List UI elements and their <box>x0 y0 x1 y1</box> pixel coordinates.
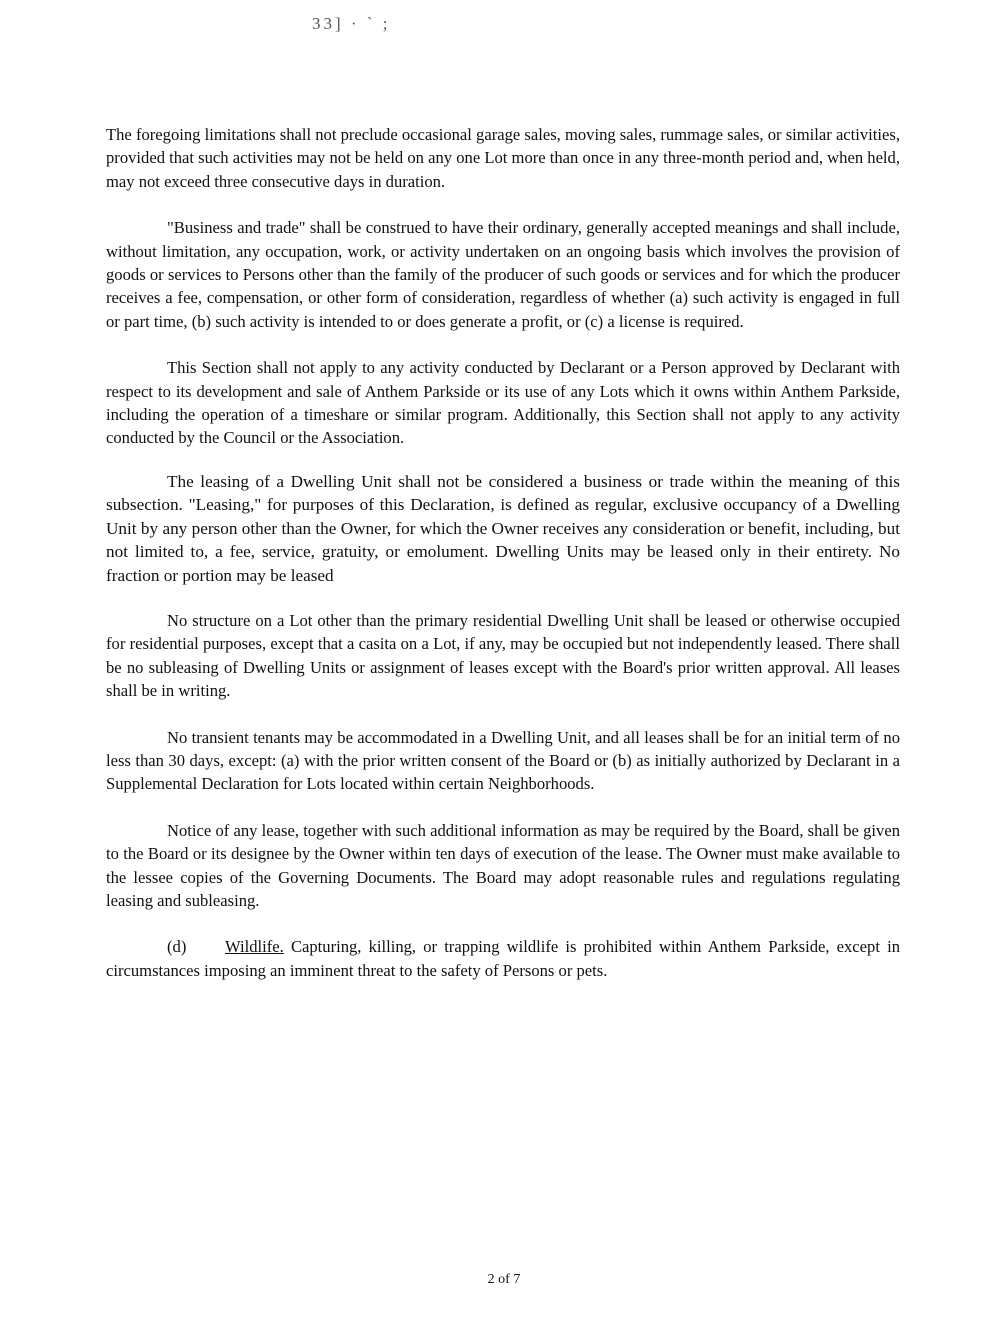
section-d-title: Wildlife. <box>225 937 284 957</box>
section-d-text: Capturing, killing, or trapping wildlife is prohibited within Anthem Parkside, except in circumstances imposing an imminent threat to the safety of Persons or pets. <box>106 937 900 980</box>
header-stamp: 33] · ` ; <box>312 14 391 33</box>
page-number: 2 of 7 <box>487 1272 521 1287</box>
paragraph-garage-sales: The foregoing limitations shall not preclude occasional garage sales, moving sales, rummage sales, or similar activities, provided that such activities may not be held on any one Lot more than once in any three-month period and, when held, may not exceed three consecutive days in duration. <box>106 125 900 191</box>
section-d-number: (d) <box>167 937 187 957</box>
paragraph-structure-leasing: No structure on a Lot other than the primary residential Dwelling Unit shall be leased or otherwise occupied for residential purposes, except that a casita on a Lot, if any, may be occupied but not independently leased. There shall be no subleasing of Dwelling Units or assignment of leases except with the Board's prior written approval. All leases shall be in writing. <box>106 610 900 701</box>
section-d-wildlife <box>106 935 900 982</box>
paragraph-business-and-trade: "Business and trade" shall be construed to have their ordinary, generally accepted meanings and shall include, without limitation, any occupation, work, or activity undertaken on an ongoing basis which involves the provision of goods or services to Persons other than the family of the producer of such goods or services and for which the producer receives a fee, compensation, or other form of consideration, regardless of whether (a) such activity is engaged in full or part time, (b) such activity is intended to or does generate a profit, or (c) a license is required. <box>106 218 900 331</box>
paragraph-lease-notice: Notice of any lease, together with such additional information as may be required by the Board, shall be given to the Board or its designee by the Owner within ten days of execution of the lease. The Owner must make available to the lessee copies of the Governing Documents. The Board may adopt reasonable rules and regulations regulating leasing and subleasing. <box>106 820 900 910</box>
paragraph-transient-tenants: No transient tenants may be accommodated in a Dwelling Unit, and all leases shall be for an initial term of no less than 30 days, except: (a) with the prior written consent of the Board or (b) as initially authorized by Declarant in a Supplemental Declaration for Lots located within certain Neighborhoods. <box>106 727 900 794</box>
paragraph-leasing-definition: The leasing of a Dwelling Unit shall not be considered a business or trade within the meaning of this subsection. "Leasing," for purposes of this Declaration, is defined as regular, exclusive occupancy of a Dwelling Unit by any person other than the Owner, for which the Owner receives any consideration or benefit, including, but not limited to, a fee, service, gratuity, or emolument. Dwelling Units may be leased only in their entirety. No fraction or portion may be leased <box>106 471 900 585</box>
document-body <box>106 123 900 982</box>
paragraph-declarant-exemption: This Section shall not apply to any activity conducted by Declarant or a Person approved by Declarant with respect to its development and sale of Anthem Parkside or its use of any Lots which it owns within Anthem Parkside, including the operation of a timeshare or similar program. Additionally, this Section shall not apply to any activity conducted by the Council or the Association. <box>106 358 900 448</box>
